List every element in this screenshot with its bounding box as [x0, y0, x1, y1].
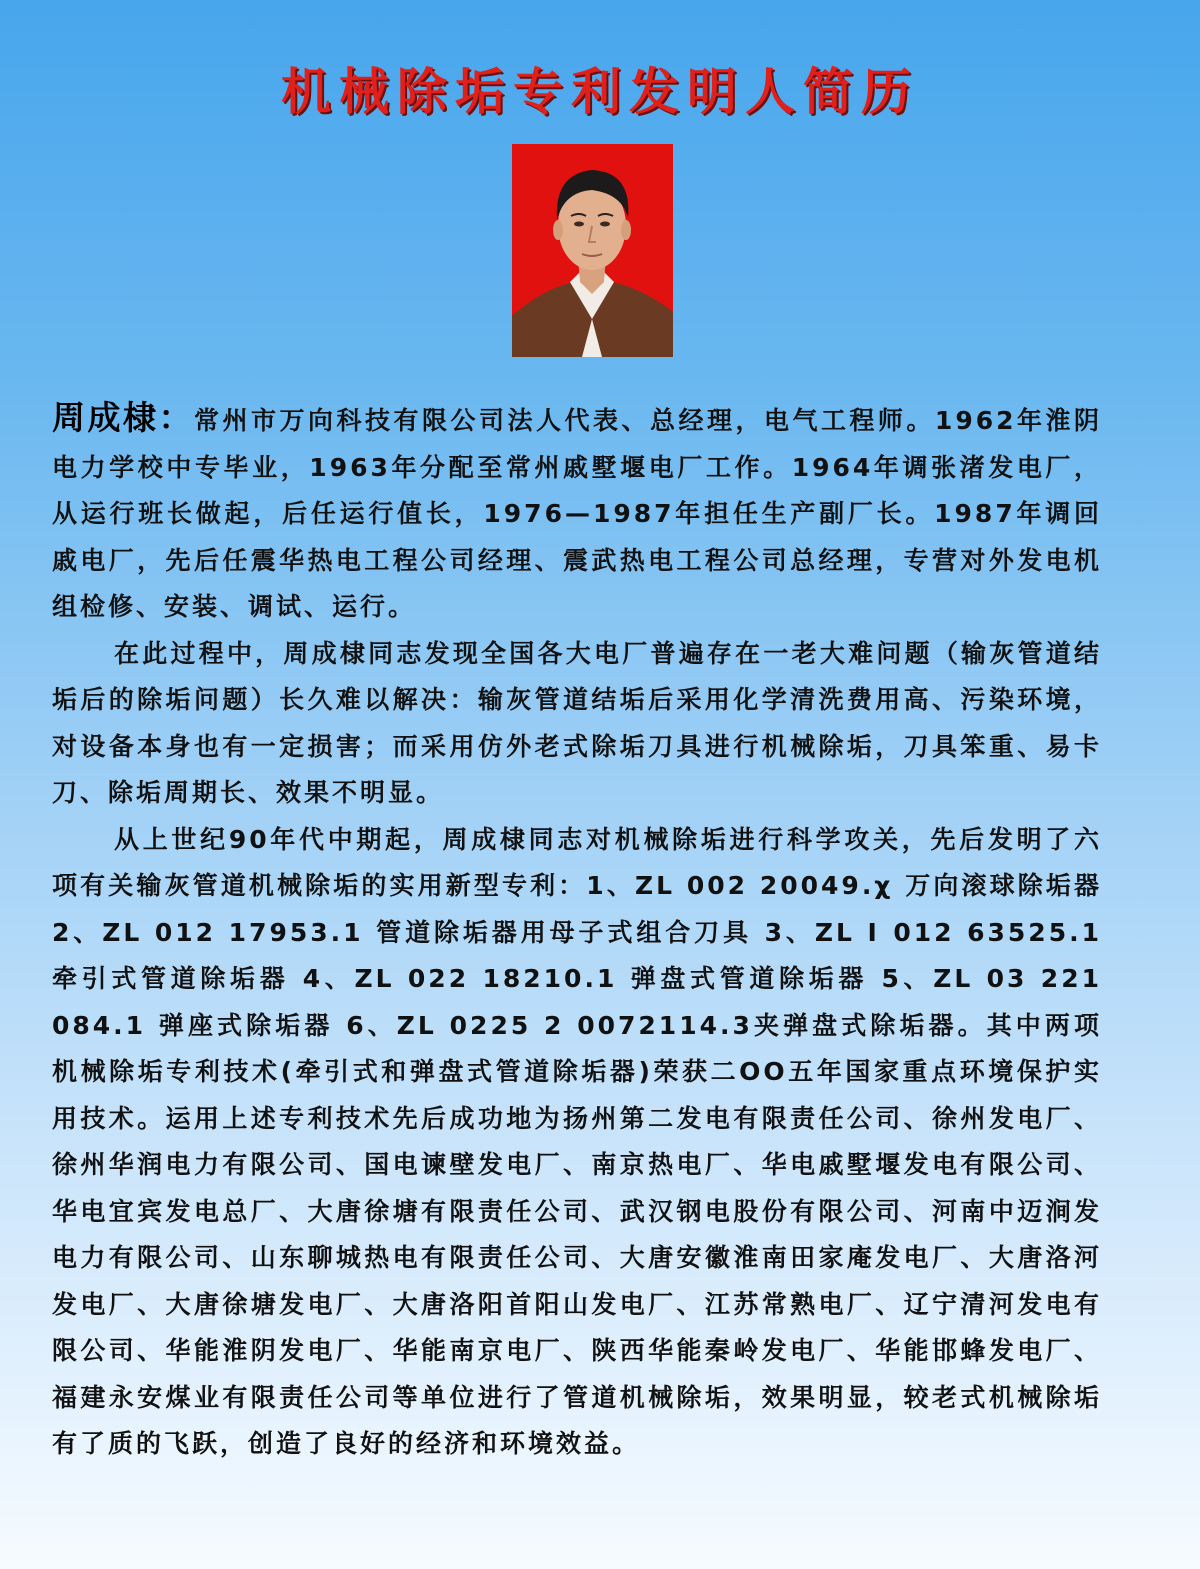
biography: [52, 395, 1102, 1468]
portrait-photo: [512, 144, 673, 357]
page-title: 机械除垢专利发明人简历: [281, 63, 919, 121]
bio-paragraph-3: 从上世纪90年代中期起，周成棣同志对机械除垢进行科学攻关，先后发明了六项有关输灰管道机械除垢的实用新型专利：1、ZL 002 20049.χ 万向滚球除垢器 2、ZL 012 17953.1 管道除垢器用母子式组合刀具 3、ZL Ⅰ 012 63525.1 牵引式管道除垢器 4、ZL 022 18210.1 弹盘式管道除垢器 5、ZL 03 221 084.1 弹座式除垢器 6、ZL 0225 2 0072114.3夹弹盘式除垢器。其中两项机械除垢专利技术(牵引式和弹盘式管道除垢器)荣获二OO五年国家重点环境保护实用技术。运用上述专利技术先后成功地为扬州第二发电有限责任公司、徐州发电厂、徐州华润电力有限公司、国电谏壁发电厂、南京热电厂、华电戚墅堰发电有限公司、华电宜宾发电总厂、大唐徐塘有限责任公司、武汉钢电股份有限公司、河南中迈涧发电力有限公司、山东聊城热电有限责任公司、大唐安徽淮南田家庵发电厂、大唐洛河发电厂、大唐徐塘发电厂、大唐洛阳首阳山发电厂、江苏常熟电厂、辽宁清河发电有限公司、华能淮阴发电厂、华能南京电厂、陕西华能秦岭发电厂、华能邯蜂发电厂、福建永安煤业有限责任公司等单位进行了管道机械除垢，效果明显，较老式机械除垢有了质的飞跃，创造了良好的经济和环境效益。: [52, 824, 1102, 1458]
bio-intro: 常州市万向科技有限公司法人代表、总经理，电气工程师。1962年淮阴电力学校中专毕业，1963年分配至常州戚墅堰电厂工作。1964年调张渚发电厂，从运行班长做起，后任运行值长，1976—1987年担任生产副厂长。1987年调回戚电厂，先后任震华热电工程公司经理、震武热电工程公司总经理，专营对外发电机组检修、安装、调试、运行。: [52, 406, 1103, 621]
bio-paragraph-1: [52, 395, 1102, 631]
person-name: 周成棣：: [52, 398, 194, 437]
bio-paragraph-2: 在此过程中，周成棣同志发现全国各大电厂普遍存在一老大难问题（输灰管道结垢后的除垢问题）长久难以解决：输灰管道结垢后采用化学清洗费用高、污染环境，对设备本身也有一定损害；而采用仿外老式除垢刀具进行机械除垢，刀具笨重、易卡刀、除垢周期长、效果不明显。: [52, 638, 1102, 807]
